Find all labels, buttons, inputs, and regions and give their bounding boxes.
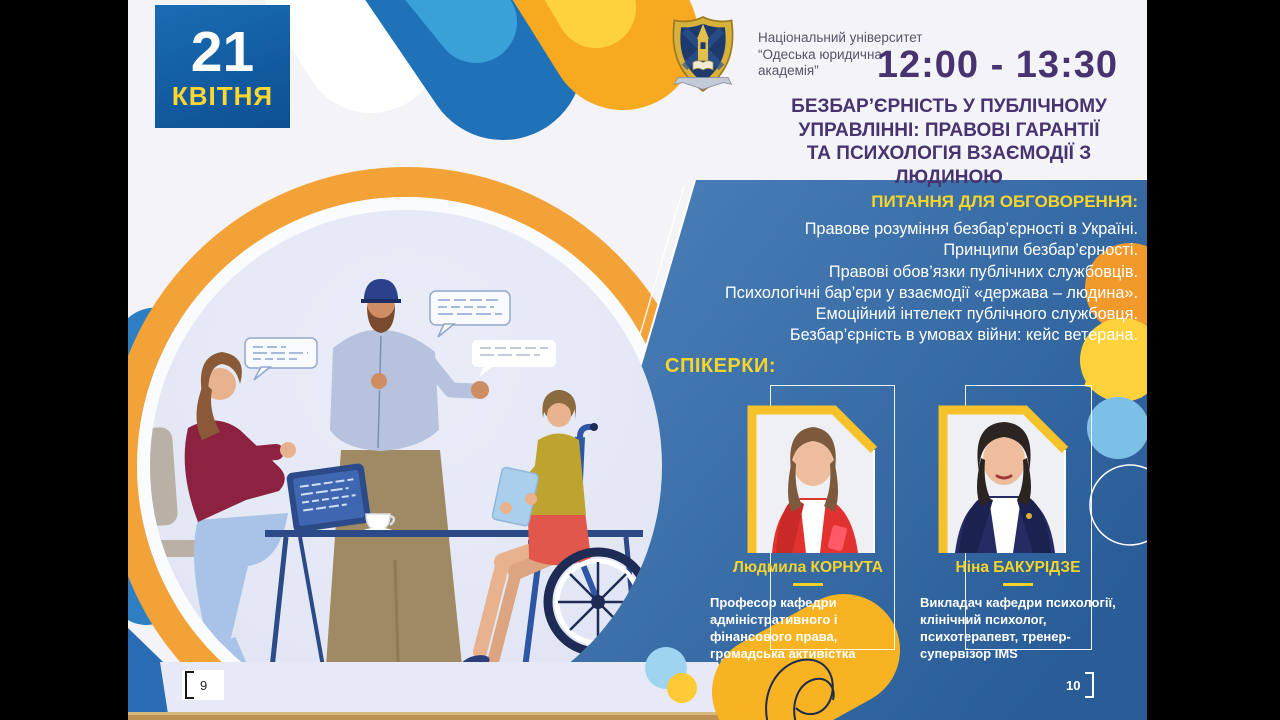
discussion-heading: ПИТАННЯ ДЛЯ ОБГОВОРЕННЯ:: [871, 192, 1138, 211]
university-name-line: академія”: [758, 63, 819, 78]
discussion-item: Емоційний інтелект публічного службовця.: [815, 305, 1138, 324]
page-number-label: 10: [1066, 677, 1081, 693]
discussion-section: [538, 192, 1138, 347]
university-crest-icon: [660, 12, 746, 96]
laptop-icon: [286, 463, 372, 533]
page-number-label: 9: [200, 677, 208, 693]
speaker-card: [918, 383, 1118, 661]
discussion-item: Психологічні бар’єри у взаємодії «держава – людина».: [725, 283, 1138, 302]
event-title-line: ТА ПСИХОЛОГІЯ ВЗАЄМОДІЇ З ЛЮДИНОЮ: [806, 143, 1092, 188]
date-month: КВІТНЯ: [171, 80, 274, 111]
date-box: [155, 5, 290, 128]
discussion-item: Безбар’єрність в умовах війни: кейс ветерана.: [789, 326, 1138, 345]
speaker-role: Професор кафедри адміністративного і фінансового права, громадська активістка: [710, 595, 856, 661]
divider: [793, 583, 823, 586]
page-number-right: [1066, 672, 1094, 698]
pill-decorations: [331, 0, 623, 60]
event-title-line: УПРАВЛІННІ: ПРАВОВІ ГАРАНТІЇ: [798, 119, 1100, 141]
speaker-card: [708, 383, 908, 661]
speaker-name: Ніна БАКУРІДЗЕ: [955, 559, 1081, 576]
discussion-item: Правове розуміння безбар’єрності в Україні.: [804, 220, 1138, 238]
bracket-icon: [185, 671, 194, 699]
speaker-photo: [742, 400, 882, 553]
event-title-line: БЕЗБАР’ЄРНІСТЬ У ПУБЛІЧНОМУ: [791, 96, 1107, 117]
page-number-left: [182, 670, 224, 700]
discussion-item: Принципи безбар’єрності.: [943, 241, 1138, 260]
date-day: 21: [190, 19, 255, 84]
event-time: 12:00 - 13:30: [876, 44, 1118, 86]
discussion-item: Правові обов’язки публічних службовців.: [828, 262, 1138, 281]
university-name-line: “Одеська юридична: [758, 46, 882, 62]
bracket-icon: [1085, 672, 1094, 698]
speaker-role: Викладач кафедри психології, клінічний психолог, психотерапевт, тренер-супервізор IMS: [920, 595, 1116, 661]
divider: [1003, 583, 1033, 586]
university-name-line: Національний університет: [758, 30, 923, 45]
speaker-photo: [933, 400, 1073, 553]
speaker-name: Людмила КОРНУТА: [733, 559, 883, 576]
speakers-heading: СПІКЕРКИ:: [665, 355, 777, 377]
event-title: [754, 95, 1144, 189]
event-poster: [128, 0, 1147, 720]
